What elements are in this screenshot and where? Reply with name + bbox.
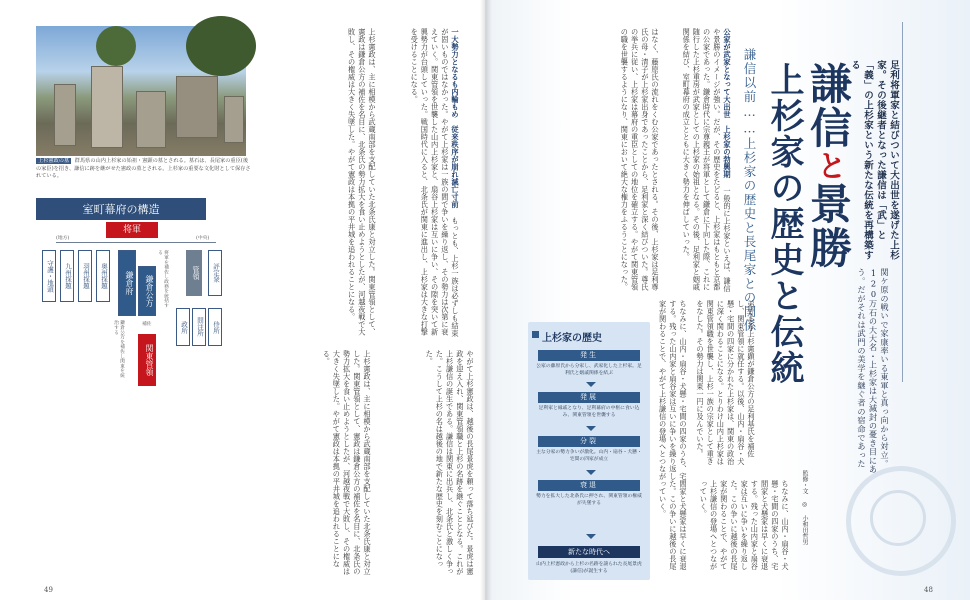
hosa-label: 補佐 <box>142 322 152 327</box>
label-chuo: (中央) <box>196 236 210 241</box>
body-column <box>385 28 460 338</box>
photo-caption <box>36 158 251 181</box>
shogun-box: 将軍 <box>106 222 158 238</box>
section-subtitle: 謙信以前……上杉家の歴史と長尾家との関係 <box>742 48 757 333</box>
main-title-line2: 上杉家の歴史と伝統 <box>764 62 804 386</box>
stage-label: 分裂 <box>538 436 640 447</box>
body-column <box>690 300 756 470</box>
title-to: と <box>811 150 846 182</box>
grave-photo <box>36 26 246 156</box>
body-text: 上杉憲政は、主に相模から武蔵南部を支配していた北条氏康と対立した。関東管領として、憲政は鎌倉公方の補佐を名目に、北条氏の勢力拡大を食い止めようとしたが、河越夜戦で大敗し、その権威は大きく失墜した。やがて憲政は本拠の平井城を追われることになる。 <box>322 350 372 575</box>
caption-title: 上杉憲政の墓 <box>38 158 70 164</box>
down-arrow-icon <box>586 426 596 431</box>
stage-label: 発展 <box>538 392 640 403</box>
section-heading: 一大勢力となるも内輪もめ 従来秩序が崩れ滅亡寸前 <box>451 28 460 208</box>
kamakura-kubo-box: 鎌倉公方 <box>138 266 156 316</box>
body-text: 一般的に上杉家といえば、謙信や景勝のイメージが強い。だが、その歴史をたどると、上杉家はもともと京都の公家であった。鎌倉時代に宗尊親王が将軍として鎌倉に下向した際、これに随行した上杉重房が武家としての上杉家の始祖となる。その後、足利家と姻戚関係を結び、室町幕府の成立とともに大きく勢力を伸ばしていった。 <box>682 28 732 293</box>
history-title: 上杉家の歴史 <box>542 333 602 344</box>
connector-line <box>56 242 216 243</box>
kanto-note: 鎌倉公方を補佐し関東を統治する <box>113 320 124 378</box>
body-column <box>660 300 688 575</box>
body-text: やがて上杉憲政は、越後の長尾景虎を頼って落ち延びた。景虎は憲政を迎え入れ、関東管領職と上杉の名跡を継ぐこととなる。これが上杉謙信の誕生である。謙信は関東に出兵し、北条氏と激しく争った。こうして上杉の名は越後の地で新たな歴史を刻むことになった。 <box>425 350 475 575</box>
tree-shape <box>186 16 256 76</box>
page-number-left: 49 <box>44 586 53 594</box>
page-number-right: 48 <box>924 586 933 594</box>
stage-label: 発生 <box>538 350 640 361</box>
body-text: ちなみに、山内・扇谷・犬懸・宅間の四家のうち、宅間家と犬懸家は早くに衰退する。残った山内家と扇谷家は互いに争いを繰り返した。この争いに越後の長尾家が関わることで、やがて上杉謙信の登場へとつながっていく。 <box>699 480 790 570</box>
kyushu-tandai-box: 九州探題 <box>60 250 74 302</box>
grave-stone <box>224 96 244 143</box>
body-column <box>540 28 660 293</box>
stage-text: 公家の藤原氏から分家し、武家化した上杉家。足利氏と姻戚関係を結ぶ <box>536 364 642 376</box>
hyojoshu-box: 評定衆 <box>208 250 222 296</box>
body-text: はなく、藤原氏の流れをくむ公家であったとされる。その後、上杉家は足利尊氏の母・清子が上杉家出身であったことから、足利家と深く結びついた。尊氏の挙兵に従い、上杉家は幕府の重臣としての地位を確立する。やがて関東管領の職を世襲するようになり、関東において絶大な権力をふるうことになった。 <box>620 28 660 291</box>
body-column <box>262 350 372 575</box>
down-arrow-icon <box>586 382 596 387</box>
samuraidokoro-box: 侍所 <box>208 308 222 346</box>
down-arrow-icon <box>586 534 596 539</box>
square-icon <box>532 331 539 338</box>
body-text: ちなみに、山内・扇谷・犬懸・宅間の四家のうち、宅間家と犬懸家は早くに衰退する。残った山内家と扇谷家は互いに争いを繰り返した。この争いに越後の長尾家が関わることで、やがて上杉謙信の登場へとつながっていく。 <box>658 300 688 570</box>
grave-stone <box>91 66 123 148</box>
lead-text: 足利将軍家と結びついて大出世を遂げた上杉家。その後継者となった謙信は「武」と「義」の上杉家という新たな伝統を再構築する <box>849 60 899 260</box>
label-chiho: (地方) <box>56 236 70 241</box>
title-kenshin: 謙信 <box>804 62 853 150</box>
lead-paragraph: 関ケ原の戦いで家康率いる東軍と真っ向から対立。120万石の大大名・上杉家は大減封の憂き目にあう。だがそれは武門の美学を継ぐ者の宿命であった <box>857 268 890 474</box>
body-column <box>385 350 475 575</box>
final-stage-label: 新たな時代へ <box>538 546 640 558</box>
stage-label: 衰退 <box>538 480 640 491</box>
family-crest-inner <box>870 490 926 546</box>
shugo-jito-box: 守護・地頭 <box>42 250 56 302</box>
divider-line <box>902 22 903 382</box>
stage-text: 足利家と縁戚となり、足利幕府の中枢に食い込み、関東管領を世襲する <box>538 406 640 418</box>
body-column <box>302 28 377 338</box>
mandokoro-box: 政所 <box>176 308 190 346</box>
body-text: 弟である上杉憲顕が鎌倉公方の足利基氏を補佐し、関東管領に就任する。以後、山内・扇谷・犬懸・宅間の四家に分かれた上杉家は、関東の政治に深く関わることになる。とりわけ山内上杉家は関東管領職を世襲し、上杉一族の宗家として重きをなした。その勢力は関東一円に及んでいた。 <box>695 300 756 465</box>
stage-text: 主な分家の勢力争いが激化。山内・扇谷・犬懸・宅間の四家が成立 <box>536 450 642 462</box>
stage-text: 勢力を拡大した北条氏に押され、関東管領の権威が失墜する <box>536 494 642 506</box>
kamakura-fu-box: 鎌倉府 <box>118 250 136 316</box>
kanto-kanrei-box: 関東管領 <box>138 334 156 386</box>
body-column <box>670 28 732 293</box>
grave-stone <box>136 91 166 148</box>
monchujo-box: 問注所 <box>192 308 206 346</box>
shogunate-structure-diagram <box>36 198 236 388</box>
diagram-title: 室町幕府の構造 <box>36 198 206 220</box>
down-arrow-icon <box>586 470 596 475</box>
tree-shape <box>96 26 136 66</box>
body-text: 上杉憲政は、主に相模から武蔵南部を支配していた北条氏康と対立した。関東管領として、憲政は鎌倉公方の補佐を名目に、北条氏の勢力拡大を食い止めようとしたが、河越夜戦で大敗し、その権威は大きく失墜した。やがて憲政は本拠の平井城を追われることになる。 <box>347 28 377 336</box>
body-text: もっとも、上杉一族は必ずしも結束が固いものではなかった。やがて上杉家は一族の間で争いを繰り返し、その勢力は次第に衰えていく。関東管領を世襲した山内上杉家と、扇谷上杉家は互いに争い、その隙を突いて新興勢力が台頭していった。戦国時代に入ると、北条氏が関東に進出し、上杉家は大きな打撃を受けることになる。 <box>410 28 460 338</box>
credit: 監修・文 ◎ 小和田哲男 <box>801 470 808 545</box>
kanrei-box: 管領 <box>186 250 202 296</box>
page-gutter <box>480 0 492 600</box>
caption-text: 群馬県の山内上杉家の始祖・憲顕の墓とされる。墓石は、長尾家の重臣(後の家臣)を招き、謙信に跡を継がせた憲政の墓とされる。上杉家の重要な文化財として保存されている。 <box>36 158 251 179</box>
body-column <box>700 480 790 575</box>
section-heading: 公家が武家となって大出世 上杉家の勃興期 <box>723 28 732 178</box>
kanrei-note: 将軍を補佐し政務を統括する <box>157 250 168 308</box>
history-panel <box>528 322 650 580</box>
final-stage-text: 山内上杉憲政から上杉の名跡を譲られた長尾景虎(謙信)が誕生する <box>536 562 642 574</box>
oshu-tandai-box: 奥州探題 <box>96 250 110 302</box>
title-kagekatsu: 景勝 <box>804 182 853 270</box>
ushu-tandai-box: 羽州探題 <box>78 250 92 302</box>
grave-stone <box>176 76 218 138</box>
grave-stone <box>54 84 76 146</box>
